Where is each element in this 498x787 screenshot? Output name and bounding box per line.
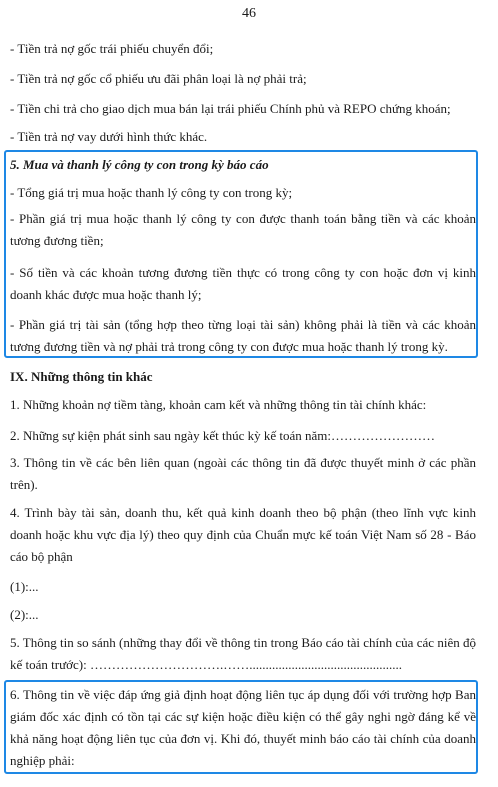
list-item: - Tiền trả nợ vay dưới hình thức khác.	[10, 129, 208, 144]
list-item: (1):...	[10, 579, 39, 594]
list-item: 4. Trình bày tài sản, doanh thu, kết quả kinh doanh theo bộ phận (theo lĩnh vực kinh doanh hoặc khu vực địa lý) theo quy định của Chuẩn mực kế toán Việt Nam số 28 - Báo cáo bộ phận	[10, 505, 476, 564]
section9-heading: IX. Những thông tin khác	[10, 369, 153, 384]
list-item: - Phần giá trị mua hoặc thanh lý công ty con được thanh toán bằng tiền và các khoản tương đương tiền;	[10, 211, 476, 248]
list-item: (2):...	[10, 607, 39, 622]
list-item: 2. Những sự kiện phát sinh sau ngày kết thúc kỳ kế toán năm:……………………	[10, 428, 435, 443]
list-item: - Tiền trả nợ gốc cổ phiếu ưu đãi phân loại là nợ phải trả;	[10, 71, 307, 86]
list-item: - Tổng giá trị mua hoặc thanh lý công ty con trong kỳ;	[10, 185, 293, 200]
list-item: - Tiền trả nợ gốc trái phiếu chuyển đổi;	[10, 41, 214, 56]
list-item: 3. Thông tin về các bên liên quan (ngoài các thông tin đã được thuyết minh ở các phần trên).	[10, 455, 476, 492]
list-item: - Số tiền và các khoản tương đương tiền thực có trong công ty con hoặc đơn vị kinh doanh khác được mua hoặc thanh lý;	[10, 265, 476, 302]
list-item: - Tiền chi trả cho giao dịch mua bán lại trái phiếu Chính phủ và REPO chứng khoán;	[10, 101, 451, 116]
list-item: 5. Thông tin so sánh (những thay đổi về thông tin trong Báo cáo tài chính của các niên độ kế toán trước): ………………………….……...............................................	[10, 635, 476, 672]
list-item: - Phần giá trị tài sản (tổng hợp theo từng loại tài sản) không phải là tiền và các khoản tương đương tiền và nợ phải trả trong công ty con được mua hoặc thanh lý trong kỳ.	[10, 317, 476, 354]
section5-heading: 5. Mua và thanh lý công ty con trong kỳ báo cáo	[10, 157, 269, 172]
list-item: 1. Những khoản nợ tiềm tàng, khoản cam kết và những thông tin tài chính khác:	[10, 397, 427, 412]
list-item: 6. Thông tin về việc đáp ứng giả định hoạt động liên tục áp dụng đối với trường hợp Ban giám đốc xác định có tồn tại các sự kiện hoặc điều kiện có thể gây nghi ngờ đáng kể về khả năng hoạt động liên tục của đơn vị. Khi đó, thuyết minh báo cáo tài chính của doanh nghiệp phải:	[10, 687, 476, 768]
page-number: 46	[242, 6, 256, 21]
